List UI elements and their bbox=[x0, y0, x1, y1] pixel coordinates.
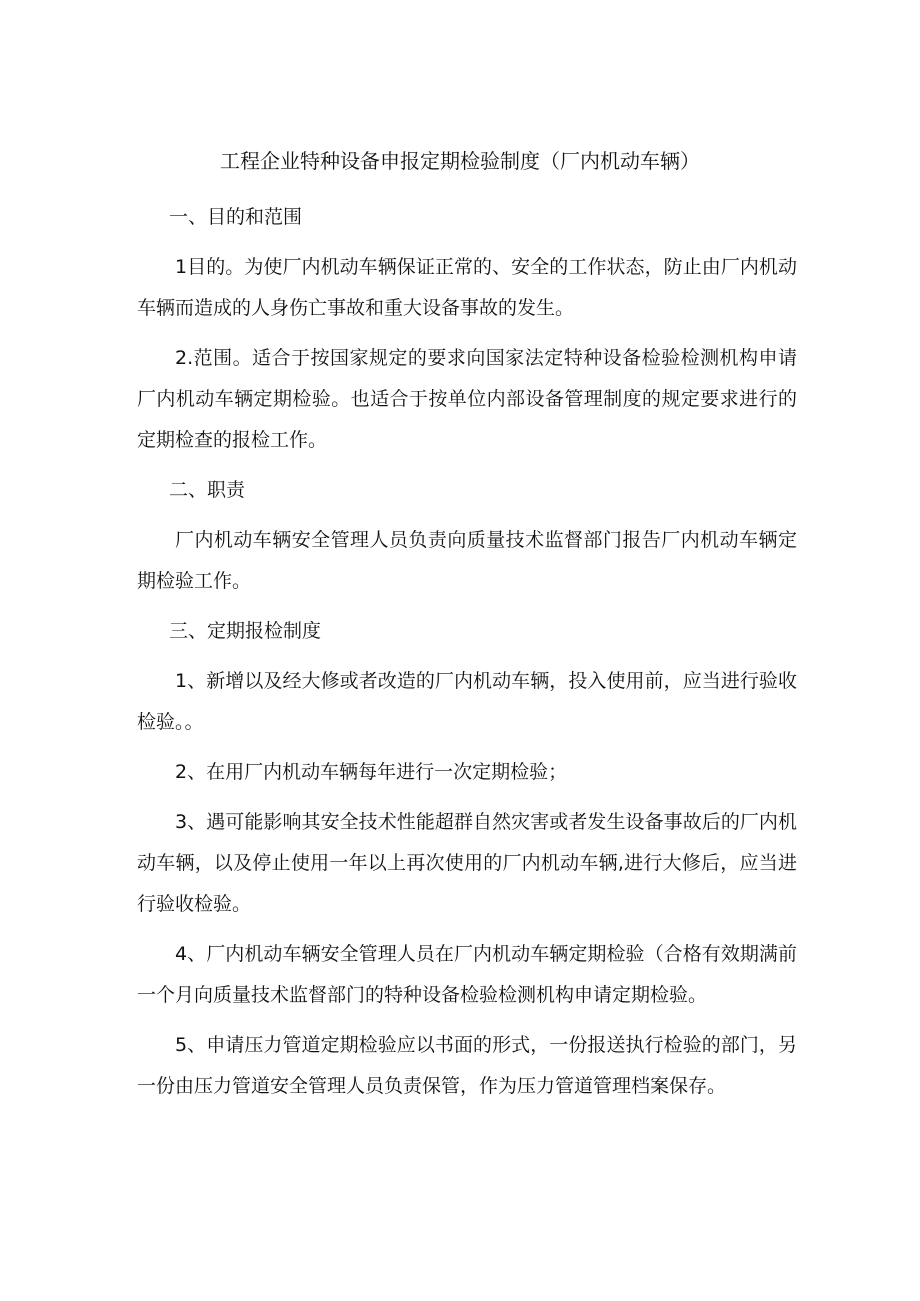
paragraph-item-3: 3、遇可能影响其安全技术性能超群自然灾害或者发生设备事故后的厂内机动车辆，以及停止使用一年以上再次使用的厂内机动车辆,进行大修后，应当进行验收检验。 bbox=[137, 811, 797, 915]
paragraph-item-5: 5、申请压力管道定期检验应以书面的形式，一份报送执行检验的部门，另一份由压力管道安全管理人员负责保管，作为压力管道管理档案保存。 bbox=[137, 1034, 797, 1097]
paragraph-item-2: 2、在用厂内机动车辆每年进行一次定期检验； bbox=[175, 761, 568, 783]
section-heading-responsibilities: 二、职责 bbox=[169, 479, 246, 501]
document-title: 工程企业特种设备申报定期检验制度（厂内机动车辆） bbox=[220, 149, 700, 173]
paragraph-purpose: 1目的。为使厂内机动车辆保证正常的、安全的工作状态，防止由厂内机动车辆而造成的人身伤亡事故和重大设备事故的发生。 bbox=[137, 256, 797, 319]
document-body bbox=[137, 197, 797, 1116]
paragraph-item-1: 1、新增以及经大修或者改造的厂内机动车辆，投入使用前，应当进行验收检验。。 bbox=[137, 670, 797, 733]
paragraph-item-4: 4、厂内机动车辆安全管理人员在厂内机动车辆定期检验（合格有效期满前一个月向质量技术监督部门的特种设备检验检测机构申请定期检验。 bbox=[137, 943, 797, 1006]
paragraph-responsibilities: 厂内机动车辆安全管理人员负责向质量技术监督部门报告厂内机动车辆定期检验工作。 bbox=[137, 529, 797, 592]
section-heading-purpose-scope: 一、目的和范围 bbox=[169, 206, 303, 228]
section-heading-inspection-system: 三、定期报检制度 bbox=[169, 620, 322, 642]
paragraph-scope: 2.范围。适合于按国家规定的要求向国家法定特种设备检验检测机构申请厂内机动车辆定期检验。也适合于按单位内部设备管理制度的规定要求进行的定期检查的报检工作。 bbox=[137, 347, 797, 451]
